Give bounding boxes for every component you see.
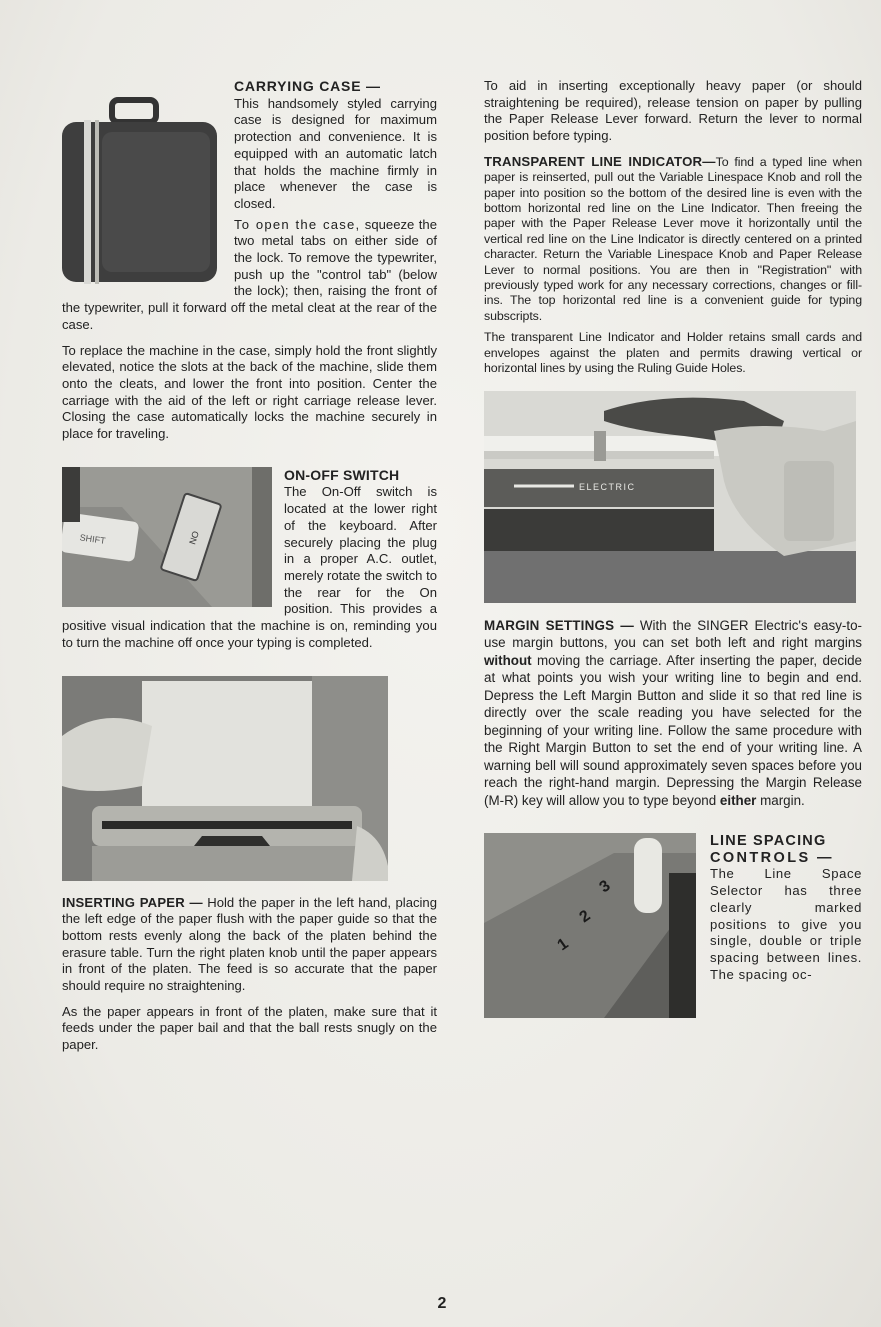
- margin-text-c: moving the carriage. After inserting the paper, decide at what points you wish your writing line to begin and end. Depress the Left Margin Button and slide it so that red line is directly over the scale reading you have selected for the beginning of your writing line. Follow the same procedure with the Right Margin Button to set the end of your writing line. A warning bell will sound approximately seven spaces before you reach the right-hand margin. Depressing the Margin Release (M-R) key will allow you to type beyond: [484, 652, 862, 808]
- inserting-paper-text: Hold the paper in the left hand, placing the left edge of the paper flush with the paper guide so that the bottom rests evenly along the back of the platen behind the erasure table. Turn the right platen knob until the paper appears in front of the platen. The feed is so accurate that the paper should require no straightening.: [62, 894, 437, 994]
- spacing-lever: [634, 838, 662, 913]
- open-case-text: squeeze the two metal tabs on either side of the lock. To remove the typewriter, push up the "control tab" (below the lock); then, raising the front of the typewriter, pull it forward off the metal cleat at the rear of the case.: [62, 216, 437, 332]
- paper-sheet: [142, 681, 312, 821]
- switch-label: ON: [187, 529, 201, 546]
- on-off-heading: ON-OFF SWITCH: [284, 466, 400, 483]
- line-spacing-photo: [484, 833, 696, 1018]
- open-case-lead: To open the case,: [234, 216, 361, 232]
- paper-insert-image: [62, 676, 388, 881]
- shift-key-label: SHIFT: [79, 532, 107, 546]
- case-stripe: [84, 120, 91, 284]
- switch-image: [62, 467, 272, 607]
- carrying-case-heading: CARRYING CASE —: [234, 78, 381, 94]
- carrying-case-photo: [62, 92, 222, 292]
- dial-1: 1: [554, 935, 572, 955]
- suitcase-image: [62, 92, 222, 292]
- line-indicator-heading: TRANSPARENT LINE INDICATOR—: [484, 153, 716, 169]
- page-number: 2: [437, 1295, 447, 1312]
- hand-left: [62, 718, 152, 791]
- replace-machine-text: To replace the machine in the case, simply hold the front slightly elevated, notice the slots at the back of the machine, slide them onto the cleats, and lower the front into position. Center the carriage with the aid of the left or right carriage release lever. Closing the case automatically locks the machine securely in place for traveling.: [62, 342, 437, 442]
- electric-label: ELECTRIC: [579, 481, 636, 492]
- inserting-paper-photo: [62, 676, 388, 881]
- margin-paragraph: [484, 617, 862, 810]
- dial-2: 2: [576, 907, 594, 927]
- right-column: [484, 78, 862, 1018]
- line-indicator-paragraph: [484, 154, 862, 324]
- inserting-paper-text-2: As the paper appears in front of the platen, make sure that it feeds under the paper bail and that the ball rests snugly on the paper.: [62, 1003, 437, 1053]
- inserting-paper-paragraph: [62, 895, 437, 995]
- margin-text-without: without: [484, 652, 532, 668]
- dial-3: 3: [596, 877, 614, 897]
- line-indicator-photo: [484, 391, 856, 603]
- line-spacing-text: The Line Space Selector has three clearly marked positions to give you single, double or triple spacing between lines. The spacing oc-: [710, 866, 862, 982]
- margin-text-e: margin.: [756, 792, 805, 808]
- left-column: [62, 78, 437, 1054]
- margin-text-a: With the SINGER Electric's easy-to-use margin buttons, you can set both left and right margins: [484, 617, 862, 650]
- margin-heading: MARGIN SETTINGS —: [484, 617, 634, 633]
- carrying-case-section: [62, 78, 437, 334]
- inserting-paper-heading: INSERTING PAPER —: [62, 894, 203, 910]
- heavy-paper-text: To aid in inserting exceptionally heavy paper (or should straightening be required), release tension on paper by pulling the Paper Release Lever forward. Return the lever to normal position before typing.: [484, 78, 862, 144]
- case-handle: [112, 100, 156, 122]
- electric-typewriter-image: [484, 391, 856, 603]
- on-off-text: The On-Off switch is located at the lower right of the keyboard. After securely placing the plug in a proper A.C. outlet, merely rotate the switch to the rear for the On position. This provides a positive visual indication that the machine is on, reminding you to turn the machine off once your typing is completed.: [62, 484, 437, 650]
- on-off-photo: [62, 467, 272, 607]
- on-off-section: [62, 467, 437, 652]
- line-spacing-heading-2: CONTROLS —: [710, 849, 834, 866]
- line-spacing-section: [484, 833, 862, 983]
- carrying-case-intro: This handsomely styled carrying case is designed for maximum protection and convenience. It is equipped with an automatic latch that holds the machine firmly in place whenever the case is closed.: [234, 95, 437, 211]
- line-indicator-text-2: The transparent Line Indicator and Holder retains small cards and envelopes against the platen and permits drawing vertical or horizontal lines by using the Ruling Guide Holes.: [484, 330, 862, 376]
- line-spacing-heading-1: LINE SPACING: [710, 833, 827, 849]
- platen: [102, 821, 352, 829]
- line-indicator-text: To find a typed line when paper is reinserted, pull out the Variable Linespace Knob and roll the paper into position so the bottom of the desired line is even with the bottom horizontal red line on the Line Indicator. Then freeing the paper with the Paper Release Lever move it horizontally until the vertical red line on the Line Indicator is directly centered on a printed character. Return the Variable Linespace Knob and Paper Release Lever to normal positions. You are then in "Registration" with previously typed work for any necessary corrections, changes or fill-ins. The top horizontal red line is a convenient guide for typing subscripts.: [484, 154, 863, 323]
- margin-text-either: either: [719, 792, 757, 808]
- spacing-selector-image: [484, 833, 696, 1018]
